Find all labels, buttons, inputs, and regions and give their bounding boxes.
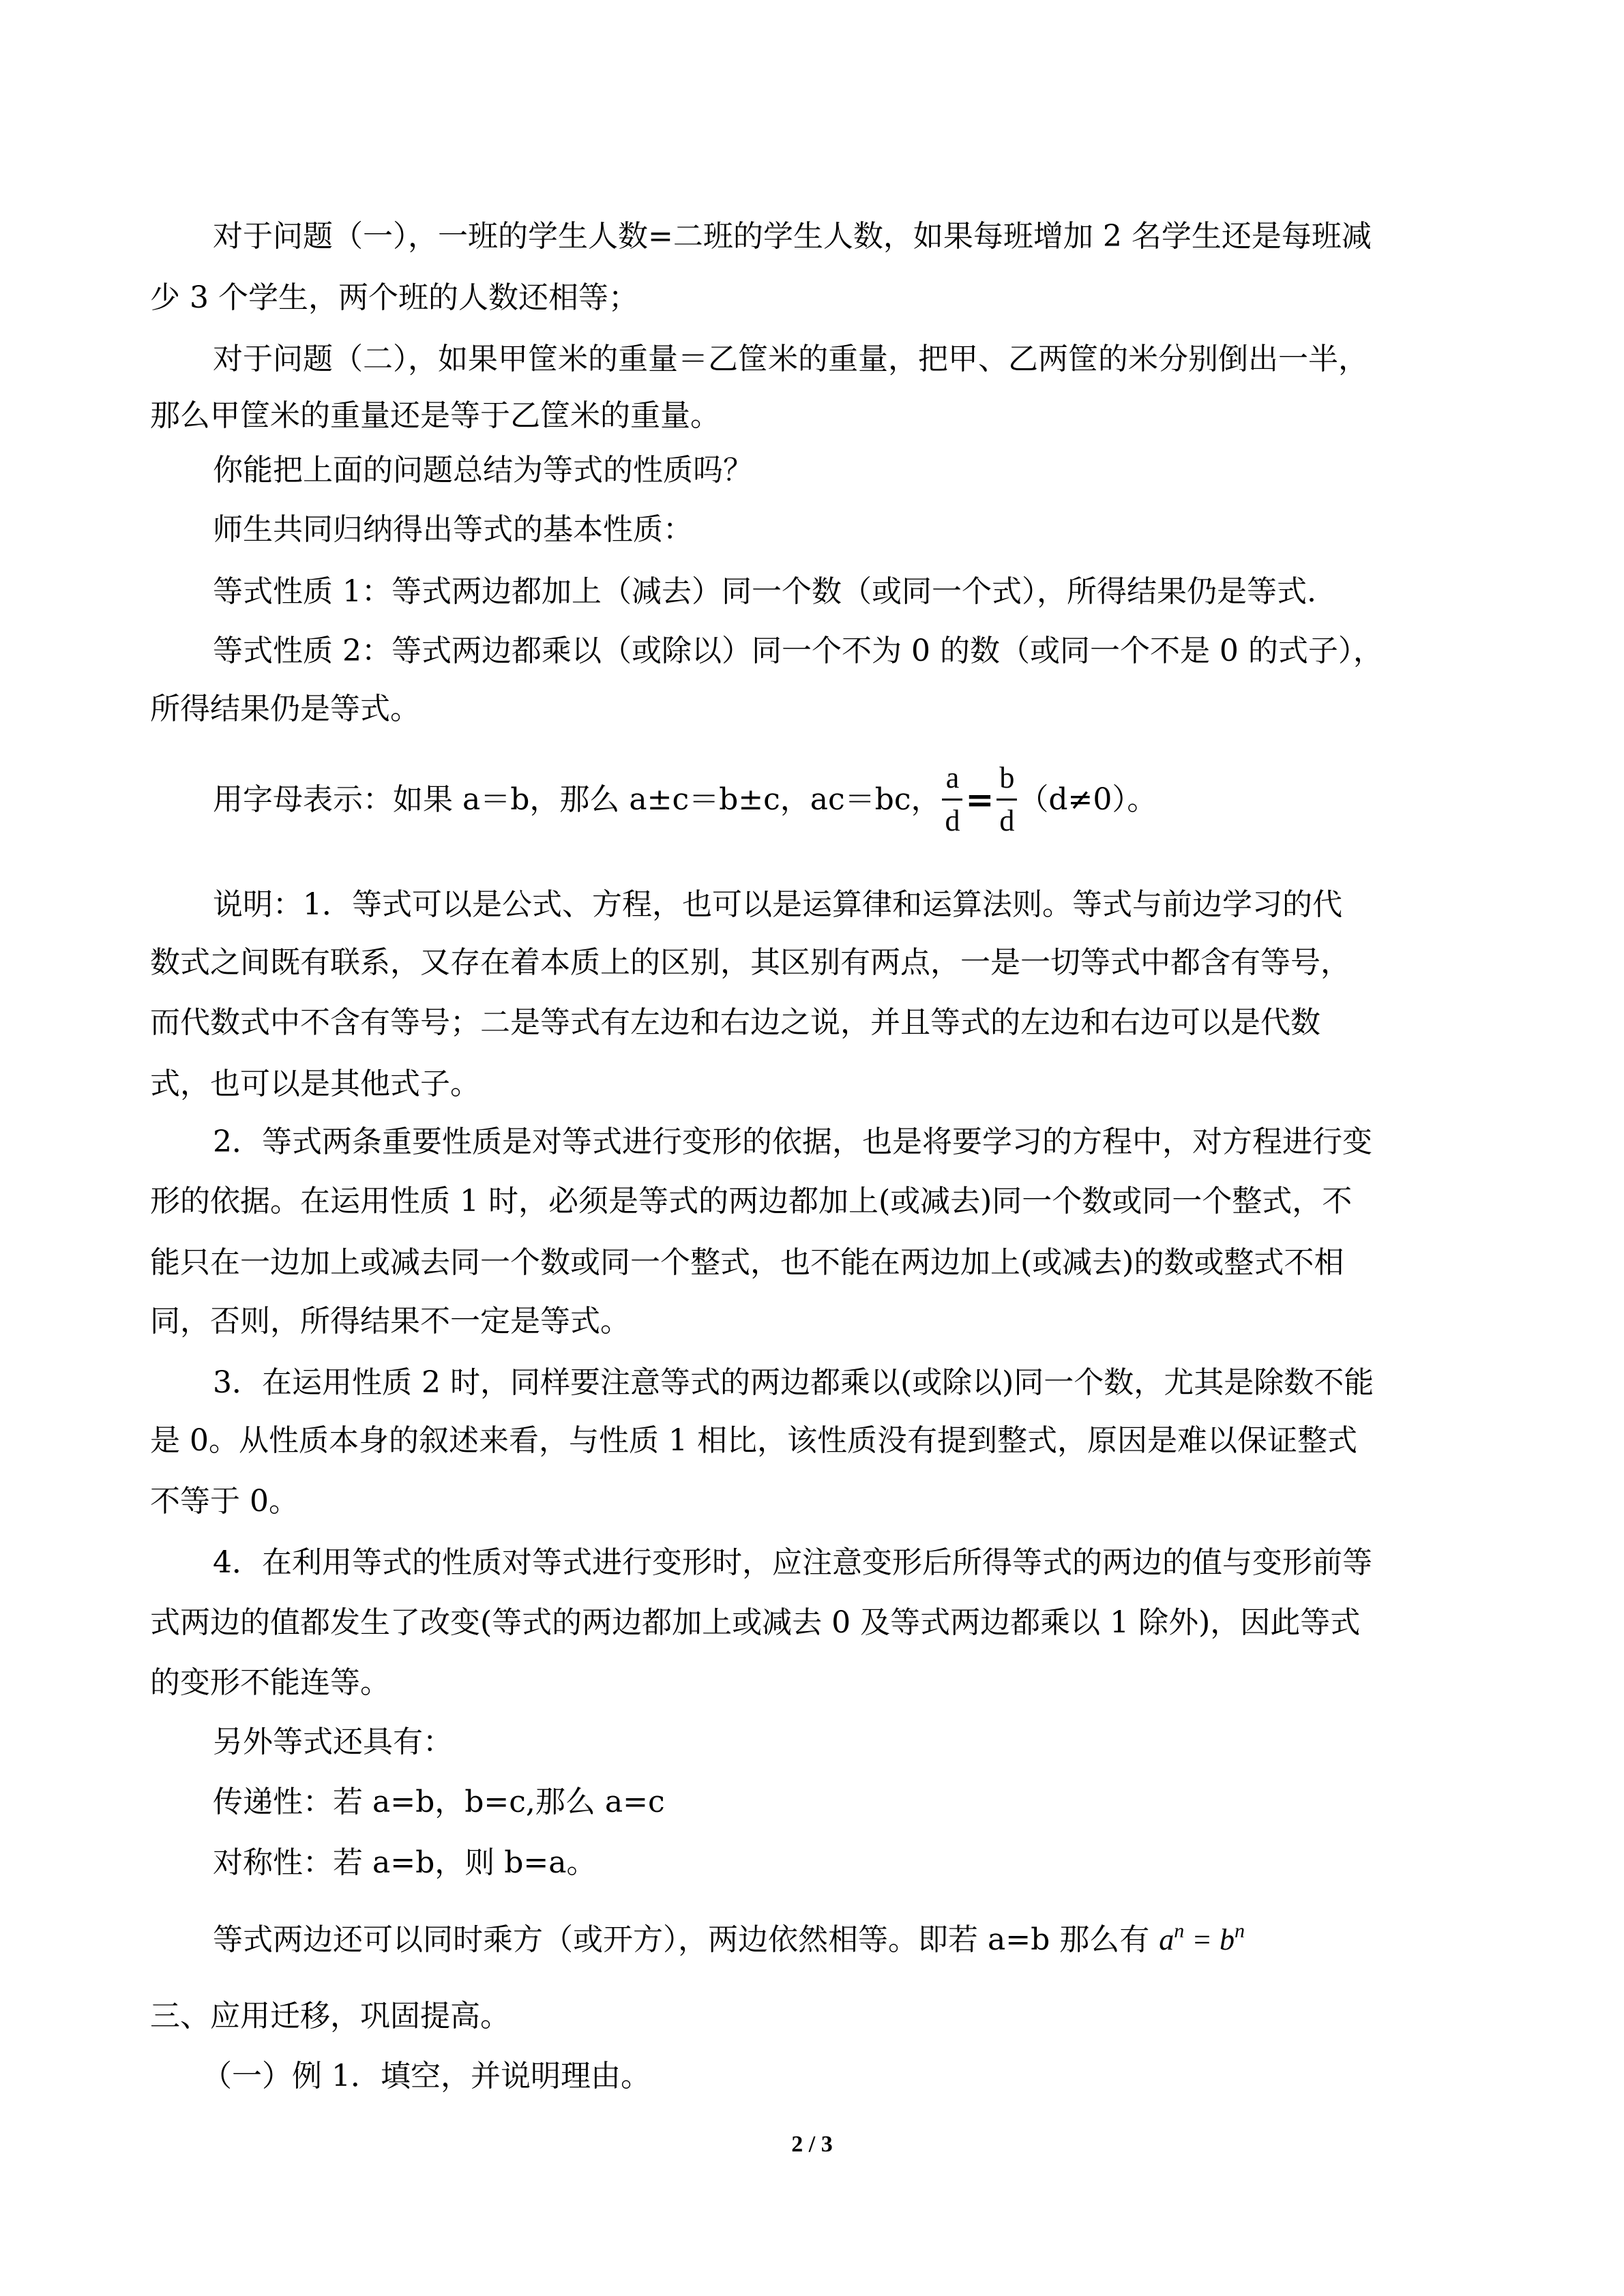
fraction-b-over-d [996, 760, 1017, 839]
letter-formula [213, 760, 1157, 856]
note-line: 4．在利用等式的性质对等式进行变形时，应注意变形后所得等式的两边的值与变形前等 [213, 1545, 1372, 1580]
power-exponent-b: n [1234, 1920, 1245, 1942]
fraction-numerator: a [945, 761, 960, 794]
power-equals: = [1184, 1923, 1220, 1956]
formula-prefix: 用字母表示：如果 a＝b，那么 a±c＝b±c，ac＝bc， [213, 781, 941, 817]
paragraph-line: 师生共同归纳得出等式的基本性质： [213, 512, 693, 547]
property-1-line: 等式性质 1：等式两边都加上（减去）同一个数（或同一个式），所得结果仍是等式. [213, 574, 1316, 609]
fraction-denominator: d [999, 804, 1015, 837]
paragraph-line: 你能把上面的问题总结为等式的性质吗？ [213, 453, 753, 488]
note-line: 形的依据。在运用性质 1 时，必须是等式的两边都加上(或减去)同一个数或同一个整式，不 [150, 1184, 1353, 1219]
note-line: 式，也可以是其他式子。 [150, 1067, 480, 1101]
note-line: 3．在运用性质 2 时，同样要注意等式的两边都乘以(或除以)同一个数，尤其是除数不能 [213, 1365, 1374, 1400]
equals-sign: = [965, 779, 994, 820]
paragraph-line: 少 3 个学生，两个班的人数还相等； [150, 280, 638, 315]
paragraph-line: 所得结果仍是等式。 [150, 691, 420, 726]
symmetric-property: 对称性：若 a=b，则 b=a。 [213, 1845, 597, 1880]
note-line: 说明：1．等式可以是公式、方程，也可以是运算律和运算法则。等式与前边学习的代 [213, 887, 1342, 922]
note-line: 的变形不能连等。 [150, 1665, 390, 1700]
note-line: 不等于 0。 [150, 1484, 299, 1519]
example-heading: （一）例 1．填空，并说明理由。 [202, 2059, 651, 2093]
property-2-line: 等式性质 2：等式两边都乘以（或除以）同一个不为 0 的数（或同一个不是 0 的式子）， [213, 633, 1383, 668]
formula-suffix: （d≠0）。 [1018, 781, 1157, 817]
fraction-a-over-d [942, 760, 962, 839]
fraction-numerator: b [999, 761, 1015, 794]
power-prefix: 等式两边还可以同时乘方（或开方），两边依然相等。即若 a=b 那么有 [213, 1922, 1160, 1957]
transitive-property: 传递性：若 a=b，b=c,那么 a=c [213, 1785, 665, 1819]
note-line: 数式之间既有联系，又存在着本质上的区别，其区别有两点，一是一切等式中都含有等号， [150, 945, 1350, 980]
paragraph-line: 那么甲筐米的重量还是等于乙筐米的重量。 [150, 398, 720, 433]
fraction-bar [996, 799, 1017, 801]
fraction-denominator: d [945, 804, 960, 837]
power-base-b: b [1219, 1923, 1235, 1956]
note-line: 能只在一边加上或减去同一个数或同一个整式，也不能在两边加上(或减去)的数或整式不相 [150, 1245, 1344, 1280]
paragraph-line: 对于问题（一），一班的学生人数=二班的学生人数，如果每班增加 2 名学生还是每班减 [213, 219, 1372, 254]
note-line: 同，否则，所得结果不一定是等式。 [150, 1304, 630, 1339]
power-exponent-a: n [1174, 1920, 1185, 1942]
note-line: 2．等式两条重要性质是对等式进行变形的依据，也是将要学习的方程中，对方程进行变 [213, 1124, 1372, 1159]
page-number: 2 / 3 [791, 2132, 833, 2157]
extra-intro: 另外等式还具有： [213, 1725, 453, 1759]
section-heading: 三、应用迁移，巩固提高。 [150, 1999, 510, 2033]
note-line: 式两边的值都发生了改变(等式的两边都加上或减去 0 及等式两边都乘以 1 除外)，因此等式 [150, 1605, 1361, 1640]
power-base-a: a [1159, 1923, 1175, 1956]
note-line: 是 0。从性质本身的叙述来看，与性质 1 相比，该性质没有提到整式，原因是难以保证整式 [150, 1423, 1357, 1458]
fraction-bar [942, 799, 962, 801]
paragraph-line: 对于问题（二），如果甲筐米的重量＝乙筐米的重量，把甲、乙两筐的米分别倒出一半， [213, 342, 1368, 376]
power-property [213, 1911, 1245, 1957]
note-line: 而代数式中不含有等号；二是等式有左边和右边之说，并且等式的左边和右边可以是代数 [150, 1005, 1320, 1040]
